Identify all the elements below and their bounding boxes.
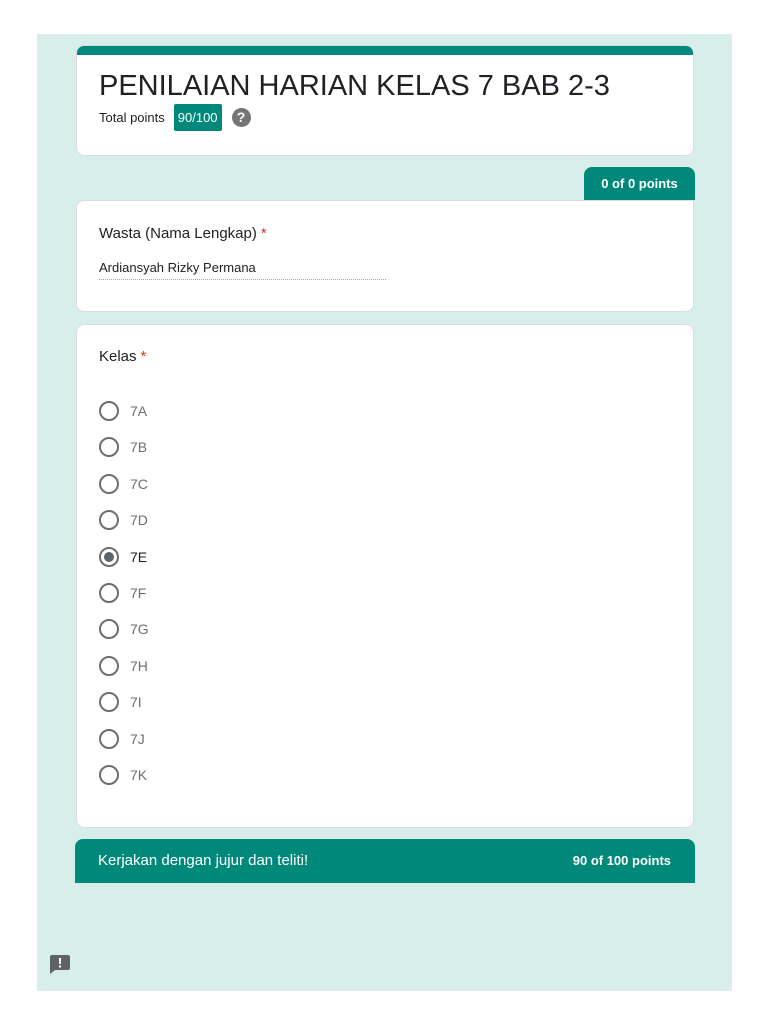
radio-checked-icon[interactable] [99, 547, 119, 567]
report-feedback-icon[interactable] [50, 955, 70, 974]
kelas-option-label: 7D [130, 512, 148, 529]
radio-unchecked-icon[interactable] [99, 583, 119, 603]
kelas-option[interactable] [99, 728, 145, 750]
kelas-option[interactable] [99, 655, 148, 677]
kelas-option[interactable] [99, 509, 148, 531]
radio-unchecked-icon[interactable] [99, 656, 119, 676]
kelas-option-label: 7E [130, 548, 148, 565]
kelas-option[interactable] [99, 436, 147, 458]
section-points-badge: 0 of 0 points [584, 167, 695, 200]
kelas-option-label: 7A [130, 403, 148, 419]
kelas-option[interactable] [99, 546, 147, 568]
kelas-option[interactable] [99, 618, 149, 640]
kelas-option-label: 7F [130, 585, 147, 601]
question-title [99, 348, 146, 365]
question-label: Kelas [99, 348, 137, 365]
kelas-option-label: 7K [130, 767, 148, 783]
kelas-option-label: 7B [130, 439, 148, 456]
required-mark: * [140, 348, 147, 365]
kelas-option[interactable] [99, 691, 142, 713]
radio-unchecked-icon[interactable] [99, 729, 119, 749]
question-label: Wasta (Nama Lengkap) [99, 225, 257, 242]
kelas-option-label: 7C [130, 475, 148, 492]
question-card-name [76, 200, 694, 312]
question-title [99, 225, 267, 242]
radio-unchecked-icon[interactable] [99, 510, 119, 530]
radio-unchecked-icon[interactable] [99, 619, 119, 639]
name-answer: Ardiansyah Rizky Permana [99, 260, 386, 280]
kelas-option[interactable] [99, 400, 147, 422]
kelas-option[interactable] [99, 764, 147, 786]
kelas-option-label: 7I [130, 694, 142, 711]
kelas-option[interactable] [99, 473, 148, 495]
kelas-option-label: 7J [130, 730, 145, 747]
radio-unchecked-icon[interactable] [99, 474, 119, 494]
header-accent-bar [77, 46, 693, 55]
total-points-row [99, 103, 251, 131]
help-icon[interactable]: ? [232, 108, 251, 127]
required-mark: * [260, 225, 267, 242]
form-title: PENILAIAN HARIAN KELAS 7 BAB 2-3 [99, 70, 610, 102]
form-header-card [76, 45, 694, 156]
footer-bar [75, 839, 695, 883]
radio-unchecked-icon[interactable] [99, 692, 119, 712]
total-points-label: Total points [99, 109, 165, 125]
radio-unchecked-icon[interactable] [99, 765, 119, 785]
question-card-kelas [76, 324, 694, 828]
score-badge: 90/100 [174, 104, 222, 131]
kelas-option-label: 7H [130, 657, 148, 674]
kelas-option[interactable] [99, 582, 146, 604]
radio-unchecked-icon[interactable] [99, 437, 119, 457]
radio-unchecked-icon[interactable] [99, 401, 119, 421]
footer-points: 90 of 100 points [572, 853, 671, 868]
footer-message: Kerjakan dengan jujur dan teliti! [98, 852, 309, 869]
radio-dot-icon [104, 552, 114, 562]
kelas-option-label: 7G [130, 621, 149, 638]
